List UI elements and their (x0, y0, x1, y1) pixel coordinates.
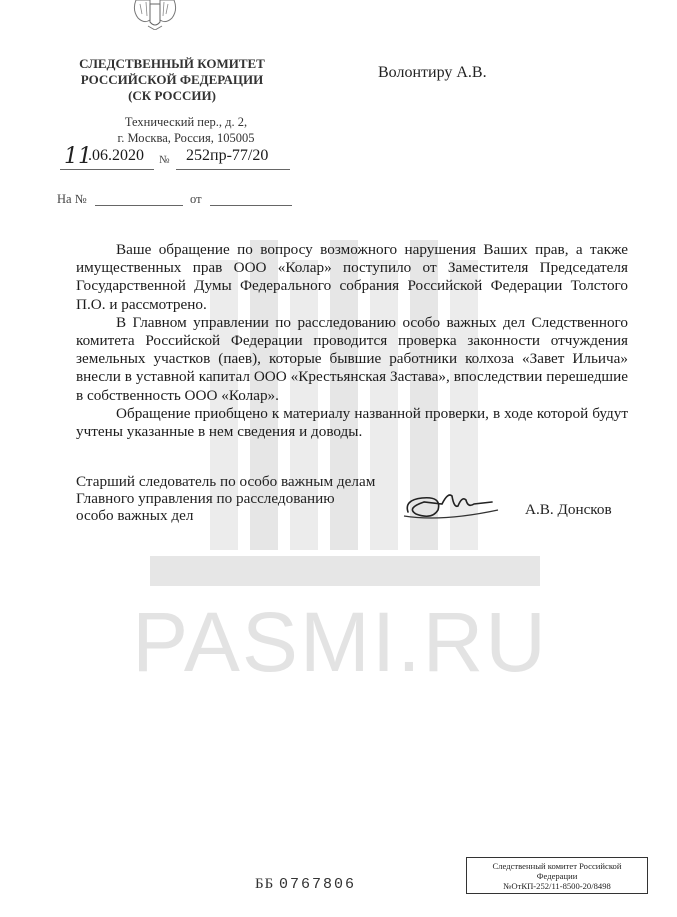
date-underline (60, 169, 154, 170)
reply-date-line (210, 205, 292, 206)
address-line-1: Технический пер., д. 2, (124, 115, 248, 129)
number-underline (176, 169, 290, 170)
org-line-1: СЛЕДСТВЕННЫЙ КОМИТЕТ (79, 56, 265, 71)
form-serial-number (255, 876, 356, 893)
reply-to-label: На № (57, 192, 87, 206)
address-line-2: г. Москва, Россия, 105005 (117, 131, 255, 145)
body-paragraph-2: В Главном управлении по расследованию особо важных дел Следственного комитета Российской Федерации проводится проверка законности отчуждения земельных участков (паев), которые бывшие работники колхоза «Завет Ильича» внесли в уставной капитал ООО «Крестьянская Застава», впоследствии перешедшие в собственность ООО «Колар». (76, 313, 628, 404)
signatory-title-line-2: Главного управления по расследованию (76, 490, 335, 507)
body-paragraph-1: Ваше обращение по вопросу возможного нарушения Ваших прав, а также имущественных прав ООО «Колар» поступило от Заместителя Председателя Государственной Думы Федерального собрания Российской Федерации Толстого П.О. и рассмотрено. (76, 241, 628, 313)
registration-number: 252пр-77/20 (186, 147, 269, 164)
serial-digits: 0767806 (278, 876, 356, 893)
reply-number-line (95, 205, 183, 206)
signatory-title (76, 473, 375, 524)
org-line-2: РОССИЙСКОЙ ФЕДЕРАЦИИ (80, 72, 264, 87)
organization-address (62, 114, 310, 146)
coat-of-arms-emblem (128, 0, 182, 30)
signatory-title-line-3: особо важных дел (76, 507, 194, 524)
stamp-line-1: Следственный комитет Российской (492, 861, 622, 871)
body-paragraph-3: Обращение приобщено к материалу названной проверки, в ходе которой будут учтены указанные в нем сведения и доводы. (76, 404, 628, 441)
handwritten-signature (402, 482, 500, 522)
stamp-line-2: Федерации (536, 871, 578, 881)
reply-date-label: от (190, 192, 202, 206)
date-handwritten-day: 11 (64, 144, 92, 169)
document-date: .06.2020 (88, 147, 144, 164)
serial-prefix: ББ (255, 876, 275, 892)
number-sign: № (159, 154, 170, 166)
org-line-3: (СК РОССИИ) (128, 88, 216, 103)
organization-name (58, 56, 286, 104)
stamp-line-3: №ОтКП-252/11-8500-20/8498 (503, 881, 611, 891)
watermark-text: PASMI.RU (132, 595, 548, 689)
signatory-title-line-1: Старший следователь по особо важным делам (76, 473, 376, 490)
registration-stamp (466, 857, 648, 894)
recipient-name: Волонтиру А.В. (378, 64, 487, 81)
letter-body (76, 241, 628, 441)
signatory-name: А.В. Донсков (525, 501, 612, 518)
